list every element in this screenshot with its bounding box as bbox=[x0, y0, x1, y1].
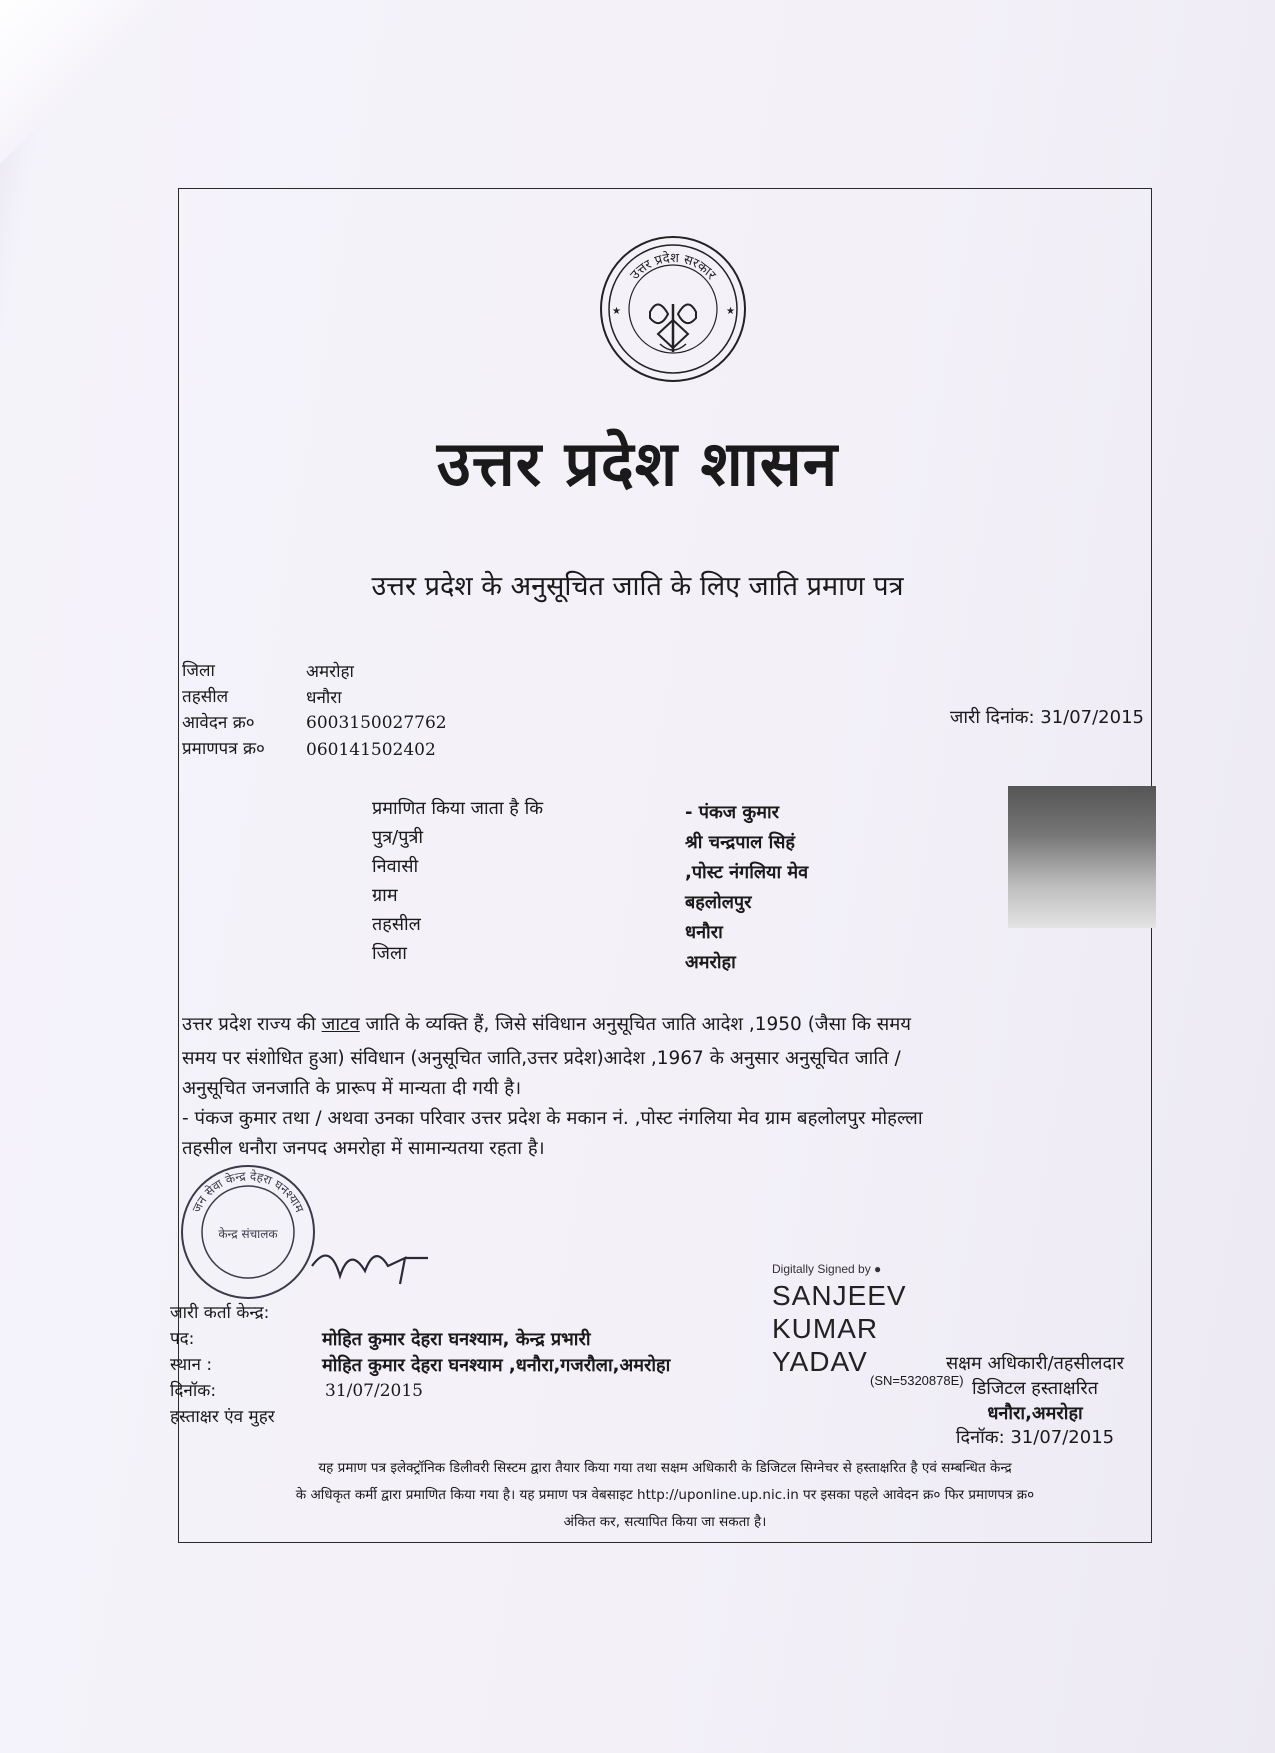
officer-digital-signed: डिजिटल हस्ताक्षरित bbox=[972, 1378, 1098, 1399]
district-label: जिला bbox=[182, 661, 215, 681]
date-label: दिनॉक: bbox=[170, 1381, 217, 1401]
svg-text:★: ★ bbox=[726, 306, 735, 317]
sign-label: हस्ताक्षर एंव मुहर bbox=[170, 1407, 275, 1427]
post-label: पद: bbox=[170, 1329, 195, 1349]
certify-label: प्रमाणित किया जाता है कि bbox=[372, 798, 544, 819]
caste-name: जाटव bbox=[321, 1014, 360, 1035]
svg-text:उत्तर प्रदेश सरकार bbox=[628, 250, 719, 283]
up-government-emblem bbox=[598, 234, 748, 384]
certify-label: तहसील bbox=[372, 914, 421, 935]
place-value: मोहित कुमार देहरा घनश्याम ,धनौरा,गजरौला,अमरोहा bbox=[322, 1355, 671, 1376]
officer-date: दिनॉक: 31/07/2015 bbox=[955, 1427, 1115, 1448]
tehsil-label: तहसील bbox=[182, 687, 229, 707]
main-title: उत्तर प्रदेश शासन bbox=[436, 427, 839, 500]
paper-fold bbox=[0, 0, 190, 170]
body-line: उत्तर प्रदेश राज्य की जाटव जाति के व्यक्ति हैं, जिसे संविधान अनुसूचित जाति आदेश ,1950 (जैसा कि समय bbox=[182, 1014, 911, 1035]
digital-signature-caption: Digitally Signed by ● bbox=[772, 1262, 882, 1276]
application-number: 6003150027762 bbox=[306, 713, 447, 733]
sub-title: उत्तर प्रदेश के अनुसूचित जाति के लिए जाति प्रमाण पत्र bbox=[371, 571, 904, 602]
issuer-center-label: जारी कर्ता केन्द्र: bbox=[170, 1303, 270, 1323]
footer-line: अंकित कर, सत्यापित किया जा सकता है। bbox=[563, 1514, 767, 1530]
body-paragraph bbox=[178, 1010, 1156, 1164]
certify-value: ,पोस्ट नंगलिया मेव bbox=[685, 862, 809, 883]
certify-label: पुत्र/पुत्री bbox=[372, 827, 424, 848]
stamp-inner-text: केन्द्र संचालक bbox=[218, 1227, 278, 1241]
footer-note bbox=[178, 1455, 1152, 1536]
certify-value: - पंकज कुमार bbox=[685, 802, 780, 823]
center-stamp bbox=[176, 1160, 321, 1305]
body-line: - पंकज कुमार तथा / अथवा उनका परिवार उत्तर प्रदेश के मकान नं. ,पोस्ट नंगलिया मेव ग्राम बहलोलपुर मोहल्ला bbox=[182, 1108, 923, 1129]
post-value: मोहित कुमार देहरा घनश्याम, केन्द्र प्रभारी bbox=[322, 1329, 591, 1350]
officer-title: सक्षम अधिकारी/तहसीलदार bbox=[945, 1353, 1125, 1374]
applicant-photo bbox=[1008, 786, 1156, 928]
signer-name-line: KUMAR bbox=[772, 1313, 879, 1344]
signer-name-line: YADAV bbox=[772, 1346, 868, 1377]
certificate-number: 060141502402 bbox=[306, 740, 436, 760]
footer-line: यह प्रमाण पत्र इलेक्ट्रॉनिक डिलीवरी सिस्टम द्वारा तैयार किया गया तथा सक्षम अधिकारी के डिजिटल सिग्नेचर से हस्ताक्षरित है एवं सम्बन्धित केन्द्र bbox=[318, 1460, 1012, 1476]
district-value: अमरोहा bbox=[306, 662, 354, 682]
certify-value: धनौरा bbox=[685, 922, 723, 943]
footer-line: के अधिकृत कर्मी द्वारा प्रमाणित किया गया है। यह प्रमाण पत्र वेबसाइट http://uponline.up.nic.in पर इसका पहले आवेदन क्र० फिर प्रमाणपत्र क्र० bbox=[295, 1487, 1035, 1503]
certify-value: बहलोलपुर bbox=[685, 892, 752, 913]
body-line: समय पर संशोधित हुआ) संविधान (अनुसूचित जाति,उत्तर प्रदेश)आदेश ,1967 के अनुसार अनुसूचित जाति / bbox=[182, 1048, 901, 1069]
svg-text:जन सेवा केन्द्र देहरा घनश्याम bbox=[189, 1169, 307, 1215]
body-line: तहसील धनौरा जनपद अमरोहा में सामान्यतया रहता है। bbox=[182, 1138, 545, 1159]
issue-date: जारी दिनांक: 31/07/2015 bbox=[950, 707, 1144, 728]
application-label: आवेदन क्र० bbox=[182, 713, 255, 733]
officer-location: धनौरा,अमरोहा bbox=[987, 1403, 1083, 1424]
body-line: अनुसूचित जनजाति के प्रारूप में मान्यता दी गयी है। bbox=[182, 1078, 522, 1099]
signer-name-line: SANJEEV bbox=[772, 1280, 907, 1311]
tehsil-value: धनौरा bbox=[306, 688, 342, 708]
place-label: स्थान : bbox=[170, 1355, 213, 1375]
emblem-text: उत्तर प्रदेश सरकार bbox=[627, 250, 719, 283]
certify-value: श्री चन्द्रपाल सिहं bbox=[685, 832, 795, 853]
svg-text:★: ★ bbox=[612, 306, 621, 317]
signature-serial: (SN=5320878E) bbox=[870, 1373, 964, 1388]
handwritten-signature bbox=[310, 1236, 430, 1291]
certificate-label: प्रमाणपत्र क्र० bbox=[182, 739, 265, 759]
certify-label: निवासी bbox=[372, 856, 419, 877]
stamp-text: जन सेवा केन्द्र देहरा घनश्याम bbox=[189, 1168, 307, 1215]
certify-label: जिला bbox=[372, 943, 407, 964]
date-value: 31/07/2015 bbox=[325, 1381, 423, 1401]
certify-value: अमरोहा bbox=[685, 952, 736, 973]
certify-label: ग्राम bbox=[372, 885, 398, 906]
